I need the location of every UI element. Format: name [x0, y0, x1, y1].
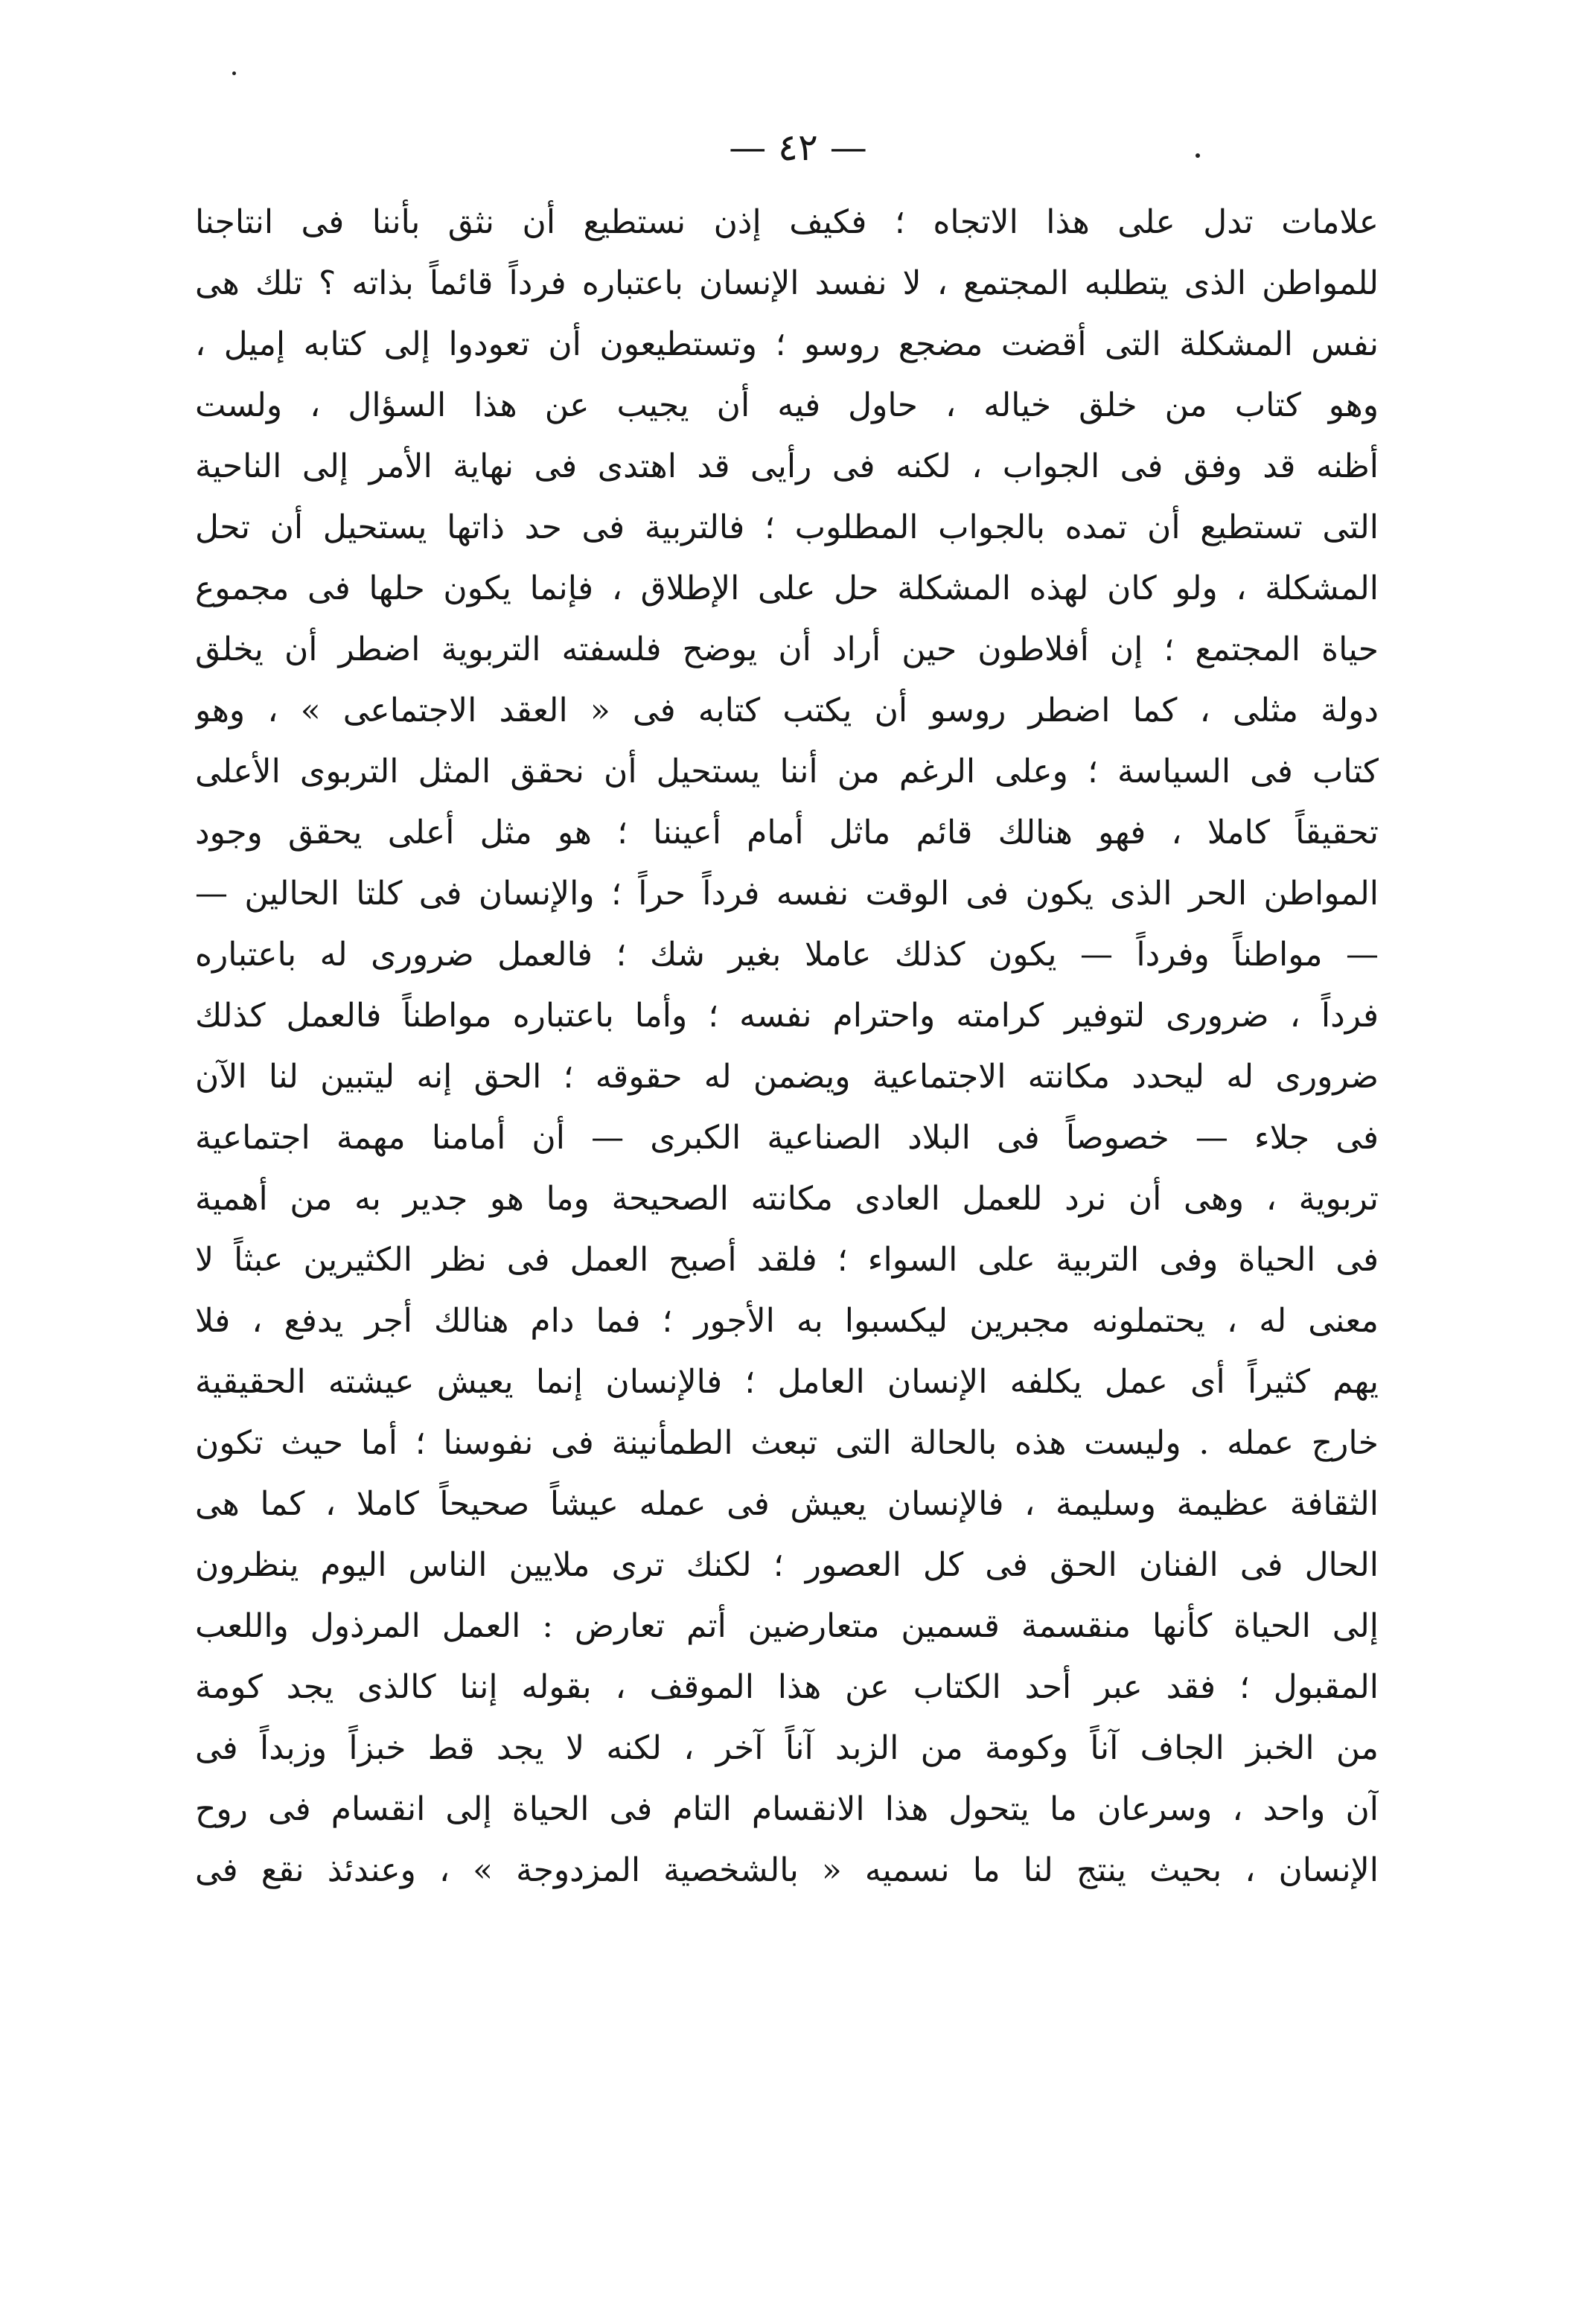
page-number: — ٤٢ — [729, 126, 867, 169]
text-line: فى جلاء — خصوصاً فى البلاد الصناعية الكبرى — أن أمامنا مهمة اجتماعية [195, 1119, 1379, 1157]
text-line: آن واحد ، وسرعان ما يتحول هذا الانقسام التام فى الحياة إلى انقسام فى روح [195, 1790, 1379, 1828]
text-line: الثقافة عظيمة وسليمة ، فالإنسان يعيش فى عمله عيشاً صحيحاً كاملا ، كما هى [195, 1485, 1379, 1523]
text-line: الإنسان ، بحيث ينتج لنا ما نسميه « بالشخصية المزدوجة » ، وعندئذ نقع فى [195, 1851, 1379, 1889]
text-line: نفس المشكلة التى أقضت مضجع روسو ؛ وتستطيعون أن تعودوا إلى كتابه إميل ، [195, 325, 1379, 363]
text-line: خارج عمله . وليست هذه بالحالة التى تبعث الطمأنينة فى نفوسنا ؛ أما حيث تكون [195, 1424, 1379, 1462]
text-line: أظنه قد وفق فى الجواب ، لكنه فى رأيى قد اهتدى فى نهاية الأمر إلى الناحية [195, 447, 1379, 485]
text-line: للمواطن الذى يتطلبه المجتمع ، لا نفسد الإنسان باعتباره فرداً قائماً بذاته ؟ تلك هى [195, 264, 1379, 302]
text-line: تحقيقاً كاملا ، فهو هنالك قائم ماثل أمام أعيننا ؛ هو مثل أعلى يحقق وجود [195, 814, 1379, 852]
text-line: معنى له ، يحتملونه مجبرين ليكسبوا به الأجور ؛ فما دام هنالك أجر يدفع ، فلا [195, 1302, 1379, 1340]
text-line: وهو كتاب من خلق خياله ، حاول فيه أن يجيب عن هذا السؤال ، ولست [195, 386, 1379, 424]
page-body-text [195, 192, 1379, 1901]
text-line: إلى الحياة كأنها منقسمة قسمين متعارضين أتم تعارض : العمل المرذول واللعب [195, 1607, 1379, 1645]
text-line: حياة المجتمع ؛ إن أفلاطون حين أراد أن يوضح فلسفته التربوية اضطر أن يخلق [195, 630, 1379, 668]
text-line: فرداً ، ضرورى لتوفير كرامته واحترام نفسه ؛ وأما باعتباره مواطناً فالعمل كذلك [195, 997, 1379, 1035]
text-line: دولة مثلى ، كما اضطر روسو أن يكتب كتابه فى « العقد الاجتماعى » ، وهو [195, 692, 1379, 729]
text-line: يهم كثيراً أى عمل يكلفه الإنسان العامل ؛ فالإنسان إنما يعيش عيشته الحقيقية [195, 1363, 1379, 1401]
text-line: الحال فى الفنان الحق فى كل العصور ؛ لكنك ترى ملايين الناس اليوم ينظرون [195, 1546, 1379, 1584]
text-line: المقبول ؛ فقد عبر أحد الكتاب عن هذا الموقف ، بقوله إننا كالذى يجد كومة [195, 1668, 1379, 1706]
text-line: من الخبز الجاف آناً وكومة من الزبد آناً آخر ، لكنه لا يجد قط خبزاً وزبداً فى [195, 1729, 1379, 1767]
text-line: المشكلة ، ولو كان لهذه المشكلة حل على الإطلاق ، فإنما يكون حلها فى مجموع [195, 569, 1379, 607]
text-line: المواطن الحر الذى يكون فى الوقت نفسه فرداً حراً ؛ والإنسان فى كلتا الحالين — [195, 875, 1379, 913]
text-line: تربوية ، وهى أن نرد للعمل العادى مكانته الصحيحة وما هو جدير به من أهمية [195, 1180, 1379, 1218]
text-line: ضرورى له ليحدد مكانته الاجتماعية ويضمن له حقوقه ؛ الحق إنه ليتبين لنا الآن [195, 1058, 1379, 1096]
text-line: علامات تدل على هذا الاتجاه ؛ فكيف إذن نستطيع أن نثق بأننا فى انتاجنا [195, 203, 1379, 241]
text-line: فى الحياة وفى التربية على السواء ؛ فلقد أصبح العمل فى نظر الكثيرين عبثاً لا [195, 1241, 1379, 1279]
text-line: التى تستطيع أن تمده بالجواب المطلوب ؛ فالتربية فى حد ذاتها يستحيل أن تحل [195, 508, 1379, 546]
scan-speck [232, 71, 236, 75]
text-line: — مواطناً وفرداً — يكون كذلك عاملا بغير شك ؛ فالعمل ضرورى له باعتباره [195, 936, 1379, 974]
text-line: كتاب فى السياسة ؛ وعلى الرغم من أننا يستحيل أن نحقق المثل التربوى الأعلى [195, 753, 1379, 791]
